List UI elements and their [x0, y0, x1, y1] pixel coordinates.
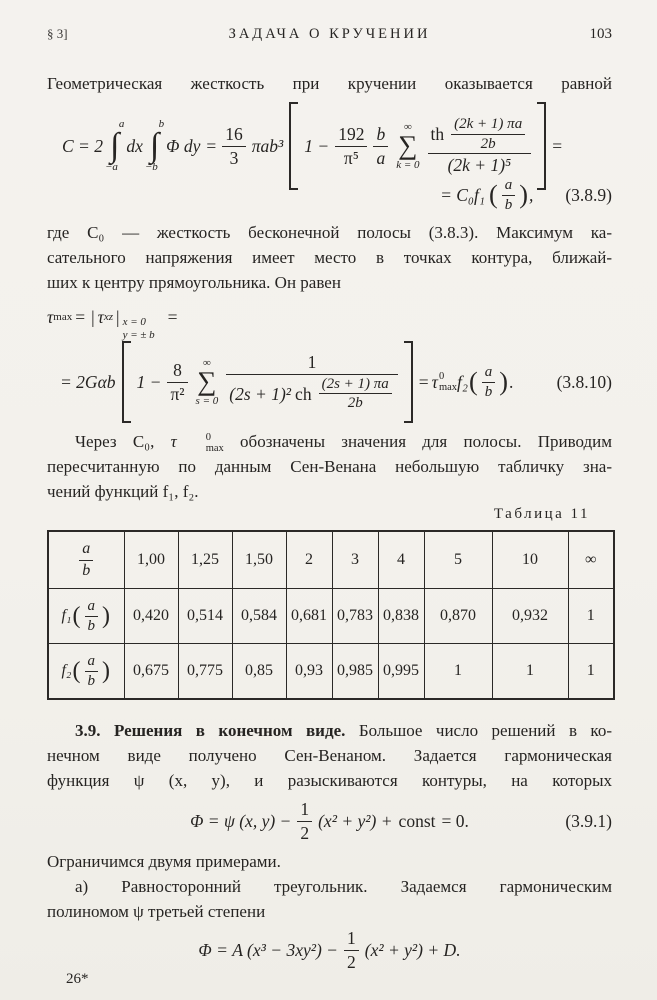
- equals-sign: =: [552, 135, 563, 156]
- table-cell: 0,681: [286, 589, 332, 644]
- fraction: [502, 176, 516, 215]
- fraction: [373, 123, 388, 170]
- fraction-numerator: [428, 115, 532, 155]
- period: .: [508, 371, 514, 392]
- math-token: τ: [431, 371, 438, 392]
- fraction-numerator: a: [85, 597, 99, 617]
- ab-fraction: [76, 539, 96, 582]
- fraction-numerator: 1: [226, 351, 398, 375]
- paragraph-line: а) Равносторонний треугольник. Задаемся гармоническим: [75, 877, 612, 896]
- f2-label: [61, 652, 111, 691]
- fraction-denominator: b: [87, 672, 95, 689]
- table-cell: 1: [568, 644, 614, 700]
- fraction-denominator: [226, 375, 398, 414]
- fraction-denominator: b: [484, 383, 493, 400]
- math-token: Φ dy: [166, 135, 201, 156]
- table-cell: 0,870: [424, 589, 492, 644]
- open-paren: (: [468, 366, 478, 396]
- equation-triangle: [47, 928, 612, 972]
- fraction: [85, 597, 99, 636]
- subscript: max: [438, 382, 458, 393]
- fraction-denominator: 2: [300, 822, 310, 843]
- table-cell: 0,985: [332, 644, 378, 700]
- integral-symbol: [144, 117, 165, 174]
- fraction-numerator: b: [373, 123, 388, 147]
- fraction-numerator: a: [482, 363, 496, 383]
- table-cell-f2-label: [48, 644, 124, 700]
- open-paren: (: [72, 658, 81, 684]
- left-bracket: [122, 341, 131, 423]
- math-token: πab³: [251, 135, 284, 156]
- condition: x = 0: [122, 316, 146, 329]
- text-fragment: Большое число решений в ко-: [358, 721, 612, 740]
- sup-sub-stack: [178, 432, 224, 454]
- close-paren: ): [519, 179, 528, 209]
- sup-sub-stack: [439, 371, 457, 393]
- paragraph-line: где C₀ — жесткость бесконечной полосы (3.8.3). Максимум ка-: [47, 223, 612, 242]
- table-header-row: [48, 531, 614, 589]
- fraction-denominator: a: [376, 147, 386, 168]
- paragraph-2: [47, 220, 612, 295]
- integral-glyph: ∫: [109, 126, 120, 164]
- equals-sign: =: [418, 371, 429, 392]
- paragraph-1: [47, 71, 612, 96]
- equals-sign: =: [206, 135, 217, 156]
- math-token: τ: [97, 306, 104, 327]
- fraction: [482, 363, 496, 402]
- math-token: = C₀f₁: [440, 184, 485, 205]
- sum-glyph: ∑: [197, 366, 217, 397]
- sum-glyph: ∑: [398, 130, 418, 161]
- right-bracket: [537, 102, 546, 190]
- table-cell: 0,783: [332, 589, 378, 644]
- close-paren: ): [499, 366, 508, 396]
- table-caption: Таблица 11: [493, 506, 590, 522]
- integral-lower-limit: −a: [104, 161, 118, 174]
- paragraph-3: [47, 429, 612, 504]
- table-cell: 1: [424, 644, 492, 700]
- fraction-numerator: 8: [167, 359, 187, 383]
- th-operator: th: [430, 123, 445, 144]
- math-token: f₂: [457, 371, 468, 392]
- math-token: 1 −: [304, 135, 330, 156]
- fraction: [85, 652, 99, 691]
- sum-lower-limit: k = 0: [396, 158, 420, 171]
- tau-max-line: [47, 301, 612, 341]
- fraction-denominator: 2b: [480, 135, 496, 152]
- fraction: [451, 115, 525, 154]
- fraction-denominator: 2: [347, 951, 356, 972]
- table-cell: 0,93: [286, 644, 332, 700]
- ch-operator: ch: [295, 383, 312, 404]
- equals-sign: =: [75, 306, 86, 327]
- integral-lower-limit: −b: [144, 161, 158, 174]
- math-token: C = 2: [62, 135, 103, 156]
- subscript: max: [53, 311, 73, 323]
- page-number: 103: [589, 26, 612, 42]
- fraction-denominator: b: [504, 196, 513, 213]
- paragraph-line: Геометрическая жесткость при кручении оказывается равной: [47, 74, 612, 93]
- table-cell-f1-label: [48, 589, 124, 644]
- math-token: (2s + 1)²: [229, 383, 292, 404]
- fraction: [428, 115, 532, 177]
- running-head: [47, 26, 612, 43]
- fraction-denominator: π⁵: [343, 147, 359, 168]
- table-cell: 1,25: [178, 531, 232, 589]
- fraction-numerator: 16: [222, 123, 246, 147]
- fraction-numerator: 1: [297, 798, 312, 822]
- vertical-bar: |: [91, 306, 95, 327]
- equation-389-result: [47, 174, 612, 216]
- fraction-denominator: b: [87, 617, 95, 634]
- fraction: [297, 798, 312, 845]
- fraction-numerator: a: [502, 176, 516, 196]
- table-cell: 0,85: [232, 644, 286, 700]
- table-cell: 1,50: [232, 531, 286, 589]
- table-cell: 1,00: [124, 531, 178, 589]
- integral-symbol: [104, 117, 125, 174]
- equation-number: (3.8.9): [565, 184, 612, 205]
- table-cell: 0,775: [178, 644, 232, 700]
- equation-number: (3.9.1): [565, 810, 612, 831]
- f1-label: [61, 597, 111, 636]
- const-token: const: [398, 810, 436, 831]
- paragraph-line: нечном виде получено Сен-Венаном. Задается гармоническая: [47, 746, 612, 765]
- table-cell: 0,584: [232, 589, 286, 644]
- math-token: (x² + y²) +: [318, 810, 393, 831]
- fraction-numerator: a: [85, 652, 99, 672]
- vertical-bar: |: [116, 306, 120, 327]
- fraction-numerator: a: [79, 539, 93, 561]
- math-token: Φ = A (x³ − 3xy²) −: [198, 939, 338, 960]
- text-fragment: обозначены значения для полосы. Приводим: [240, 432, 612, 451]
- integral-upper-limit: a: [118, 117, 125, 130]
- text-fragment: Через C₀,: [75, 432, 155, 451]
- table-cell: 0,514: [178, 589, 232, 644]
- open-paren: (: [72, 603, 81, 629]
- sum-upper-limit: ∞: [202, 356, 211, 369]
- math-token: 1 −: [136, 371, 162, 392]
- math-token: = 0.: [441, 810, 469, 831]
- table-cell: 1: [492, 644, 568, 700]
- summation-symbol: [396, 121, 419, 172]
- fraction: [79, 539, 93, 582]
- subscript: max: [205, 443, 224, 454]
- fraction: [335, 123, 367, 170]
- table-cell: 0,838: [378, 589, 424, 644]
- running-title: ЗАДАЧА О КРУЧЕНИИ: [228, 26, 431, 42]
- table-cell-ab: [48, 531, 124, 589]
- comma: ,: [528, 184, 534, 205]
- superscript: 0: [205, 432, 211, 444]
- close-paren: ): [102, 658, 110, 684]
- math-token: = 2Gαb: [60, 371, 116, 392]
- table-cell: 4: [378, 531, 424, 589]
- fraction-denominator: (2k + 1)⁵: [447, 155, 512, 176]
- table-cell: 1: [568, 589, 614, 644]
- paragraph-line: полиномом ψ третьей степени: [47, 902, 266, 921]
- table-cell: 0,420: [124, 589, 178, 644]
- paragraph-line: сательного напряжения имеет место в точках контура, ближай-: [47, 248, 612, 267]
- condition: y = ± b: [122, 329, 155, 341]
- fraction: [222, 123, 246, 170]
- fraction-denominator: b: [82, 561, 91, 579]
- right-bracket: [404, 341, 413, 423]
- table-cell: 0,675: [124, 644, 178, 700]
- fraction-denominator: π²: [170, 383, 185, 404]
- fraction-numerator: 192: [335, 123, 367, 147]
- open-paren: (: [488, 179, 498, 209]
- integral-glyph: ∫: [149, 126, 160, 164]
- superscript: 0: [438, 370, 445, 382]
- table-cell: 5: [424, 531, 492, 589]
- section-heading: 3.9. Решения в конечном виде.: [75, 721, 346, 740]
- fraction-denominator: 3: [229, 147, 239, 168]
- paragraph-line: [47, 429, 612, 454]
- table-cell: 0,995: [378, 644, 424, 700]
- fraction-numerator: (2s + 1) πa: [319, 375, 392, 395]
- fraction: [167, 359, 187, 406]
- paragraph-line: чений функций f₁, f₂.: [47, 482, 199, 501]
- torsion-function-table: [47, 530, 615, 700]
- paragraph-line: функция ψ (x, y), и разыскиваются контуры, на которых: [47, 771, 612, 790]
- summation-symbol: [196, 357, 219, 408]
- paragraph-line: пересчитанную по данным Сен-Венана небольшую табличку зна-: [47, 457, 612, 476]
- fraction-denominator: 2b: [347, 395, 363, 412]
- paragraph-line: Ограничимся двумя примерами.: [47, 852, 281, 871]
- paragraph-line: [47, 718, 612, 743]
- equation-3810: [47, 341, 612, 423]
- sum-upper-limit: ∞: [403, 120, 412, 133]
- fraction-numerator: 1: [344, 927, 359, 951]
- equation-number: (3.8.10): [556, 371, 612, 392]
- printers-signature: 26*: [66, 971, 89, 987]
- paragraph-4: [47, 849, 612, 924]
- math-token: τ: [47, 306, 54, 327]
- math-token: τ: [170, 432, 177, 451]
- math-token: f₂: [61, 662, 72, 679]
- section-39: [47, 718, 612, 793]
- math-token: (x² + y²) + D.: [364, 939, 461, 960]
- equation-391: [47, 799, 612, 843]
- fraction: [319, 375, 392, 414]
- fraction: [344, 927, 359, 974]
- table-row-f1: [48, 589, 614, 644]
- table-cell: 10: [492, 531, 568, 589]
- section-marker: § 3]: [47, 26, 68, 41]
- table-row-f2: [48, 644, 614, 700]
- fraction-numerator: (2k + 1) πa: [451, 115, 525, 135]
- paragraph-line: ших к центру прямоугольника. Он равен: [47, 273, 341, 292]
- integral-upper-limit: b: [158, 117, 165, 130]
- evaluation-conditions: [123, 316, 155, 341]
- table-cell: 0,932: [492, 589, 568, 644]
- math-token: dx: [126, 135, 143, 156]
- table-cell: 2: [286, 531, 332, 589]
- table-cell: 3: [332, 531, 378, 589]
- fraction: [226, 351, 398, 413]
- math-token: Φ = ψ (x, y) −: [190, 810, 292, 831]
- equals-sign: =: [167, 306, 178, 327]
- table-cell: ∞: [568, 531, 614, 589]
- close-paren: ): [102, 603, 110, 629]
- sum-lower-limit: s = 0: [195, 394, 219, 407]
- math-token: f₁: [61, 607, 72, 624]
- left-bracket: [289, 102, 298, 190]
- subscript: xz: [103, 311, 114, 323]
